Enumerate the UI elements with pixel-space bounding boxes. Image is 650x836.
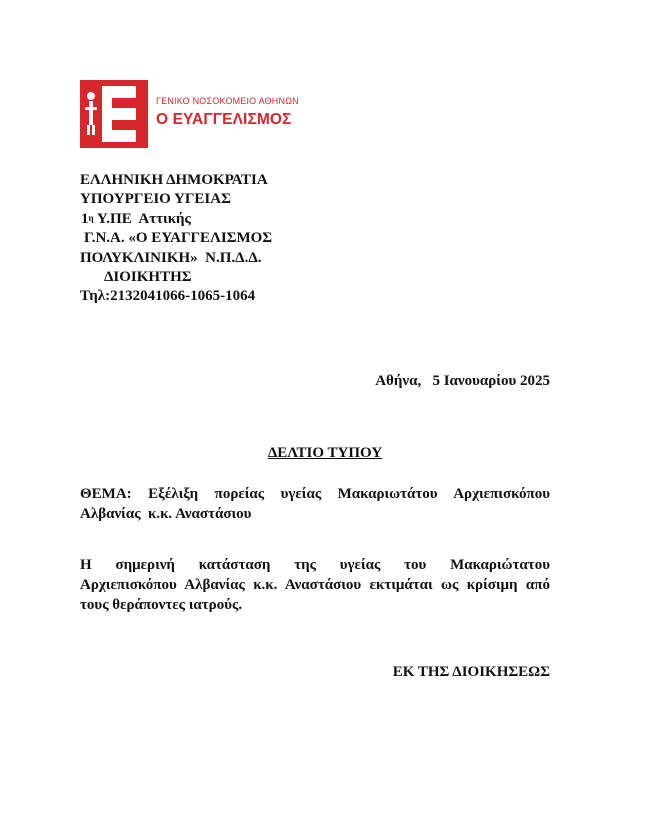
header-line-administration: ΔΙΟΙΚΗΤΗΣ (104, 268, 192, 285)
subject-line-1: ΘΕΜΑ: Εξέλιξη πορείας υγείας Μακαριωτάτου Αρχιεπισκόπου (80, 486, 550, 502)
body-paragraph (80, 555, 550, 615)
header-line-polyclinic: ΠΟΛΥΚΛΙΝΙΚΗ» Ν.Π.Δ.Δ. (80, 249, 262, 266)
subject-line-2: Αλβανίας κ.κ. Αναστάσιου (80, 505, 252, 522)
body-line-3: τους θεράποντες ιατρούς. (80, 597, 243, 613)
header-line-hospital: Γ.Ν.Α. «Ο ΕΥΑΓΓΕΛΙΣΜΟΣ (84, 230, 273, 247)
signoff: ΕΚ ΤΗΣ ΔΙΟΙΚΗΣΕΩΣ (392, 664, 550, 680)
header-line-region (80, 210, 272, 229)
header-line-ministry: ΥΠΟΥΡΓΕΙΟ ΥΓΕΙΑΣ (80, 191, 231, 208)
region-name: Υ.ΠΕ Αττικής (93, 210, 191, 227)
region-number: 1 (81, 210, 89, 227)
logo-top-text: ΓΕΝΙΚΟ ΝΟΣΟΚΟΜΕΙΟ ΑΘΗΝΩΝ (156, 96, 299, 106)
body-line-1: Η σημερινή κατάσταση της υγείας του Μακαριώτατου (80, 557, 550, 573)
header-line-republic: ΕΛΛΗΝΙΚΗ ΔΗΜΟΚΡΑΤΙΑ (80, 172, 268, 188)
document-title: ΔΕΛΤΙΟ ΤΥΠΟΥ (267, 445, 383, 461)
subject-block (80, 485, 550, 524)
letterhead (80, 171, 272, 307)
logo-main-text: Ο ΕΥΑΓΓΕΛΙΣΜΟΣ (156, 111, 292, 128)
body-line-2: Αρχιεπισκόπου Αλβανίας κ.κ. Αναστάσιου εκτιμάται ως κρίσιμη από (80, 577, 550, 593)
evangelismos-emblem-icon (80, 80, 148, 148)
header-line-phone: Τηλ:2132041066-1065-1064 (80, 288, 256, 305)
document-date: Αθήνα, 5 Ιανουαρίου 2025 (375, 373, 550, 389)
hospital-logo (80, 80, 300, 150)
region-ordinal: η (88, 212, 94, 223)
